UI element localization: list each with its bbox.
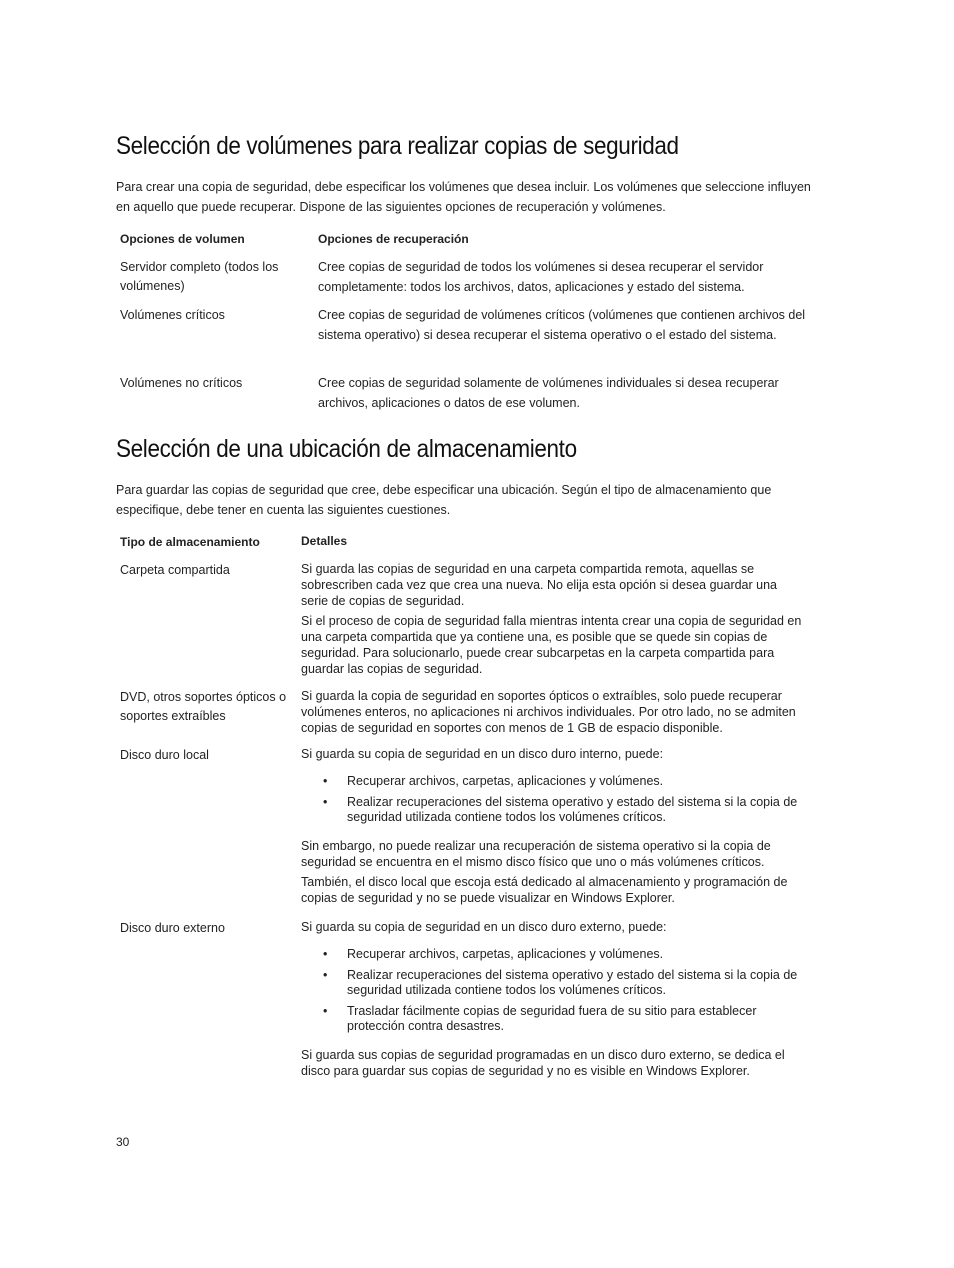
column-header-details: Detalles (301, 534, 348, 548)
column-header-volume-options: Opciones de volumen (120, 232, 245, 246)
storage-type-cell: Carpeta compartida (120, 563, 230, 577)
page-number: 30 (116, 1135, 130, 1149)
section-title-storage: Selección de una ubicación de almacenamiento (116, 435, 577, 463)
list-item: • Trasladar fácilmente copias de seguridad fuera de su sitio para establecer protección contra desastres. (323, 1003, 757, 1033)
bullet-list (301, 947, 807, 1035)
storage-type-cell: DVD, otros soportes ópticos o soportes extraíbles (120, 690, 287, 723)
list-item: • Recuperar archivos, carpetas, aplicaciones y volúmenes. (323, 774, 664, 788)
details-cell (301, 919, 807, 1083)
storage-type-cell: Disco duro externo (120, 921, 225, 935)
details-paragraph: Sin embargo, no puede realizar una recuperación de sistema operativo si la copia de seguridad se encuentra en el mismo disco físico que uno o más volúmenes críticos. (301, 838, 771, 869)
details-cell (301, 688, 807, 740)
details-paragraph: Si guarda sus copias de seguridad programadas en un disco duro externo, se dedica el disco para guardar sus copias de seguridad y no es visible en Windows Explorer. (301, 1047, 785, 1078)
list-item: • Realizar recuperaciones del sistema operativo y estado del sistema si la copia de seguridad utilizada contiene todos los volúmenes críticos. (323, 794, 798, 824)
details-lead: Si guarda su copia de seguridad en un disco duro interno, puede: (301, 747, 664, 761)
section-intro-volumes: Para crear una copia de seguridad, debe especificar los volúmenes que desea incluir. Los volúmenes que seleccione influyen en aquello que puede recuperar. Dispone de las siguientes opciones de recuperación y volúmenes. (116, 180, 811, 214)
volume-option-cell: Servidor completo (todos los volúmenes) (120, 260, 279, 293)
bullet-icon: • (323, 1003, 328, 1018)
section-intro-storage: Para guardar las copias de seguridad que cree, debe especificar una ubicación. Según el tipo de almacenamiento que especifique, debe tener en cuenta las siguientes cuestiones. (116, 483, 772, 517)
column-header-recovery-options: Opciones de recuperación (318, 232, 469, 246)
recovery-option-cell: Cree copias de seguridad de volúmenes críticos (volúmenes que contienen archivos del sistema operativo) si desea recuperar el sistema operativo o el estado del sistema. (318, 308, 806, 342)
details-lead: Si guarda su copia de seguridad en un disco duro externo, puede: (301, 920, 667, 934)
column-header-storage-type: Tipo de almacenamiento (120, 535, 260, 549)
section-title-volumes: Selección de volúmenes para realizar copias de seguridad (116, 132, 679, 160)
volume-option-cell: Volúmenes no críticos (120, 376, 243, 390)
recovery-option-cell: Cree copias de seguridad solamente de volúmenes individuales si desea recuperar archivos, aplicaciones o datos de ese volumen. (318, 376, 779, 410)
details-cell (301, 746, 807, 910)
storage-type-cell: Disco duro local (120, 748, 209, 762)
details-paragraph: Si guarda la copia de seguridad en soportes ópticos o extraíbles, solo puede recuperar volúmenes enteros, no aplicaciones ni archivos individuales. Por otro lado, no se admiten copias de seguridad en soportes con menos de 1 GB de espacio disponible. (301, 689, 796, 735)
volume-option-cell: Volúmenes críticos (120, 308, 225, 322)
details-cell (301, 561, 807, 681)
list-item: • Recuperar archivos, carpetas, aplicaciones y volúmenes. (323, 947, 664, 961)
bullet-icon: • (323, 774, 328, 788)
recovery-option-cell: Cree copias de seguridad de todos los volúmenes si desea recuperar el servidor completamente: todos los archivos, datos, aplicaciones y estado del sistema. (318, 260, 764, 294)
list-item: • Realizar recuperaciones del sistema operativo y estado del sistema si la copia de seguridad utilizada contiene todos los volúmenes críticos. (323, 967, 798, 997)
bullet-icon: • (323, 947, 328, 961)
bullet-icon: • (323, 967, 328, 982)
details-paragraph: Si guarda las copias de seguridad en una carpeta compartida remota, aquellas se sobrescriben cada vez que crea una nueva. No elija esta opción si desea guardar una serie de copias de seguridad. (301, 562, 778, 608)
bullet-list (301, 774, 807, 826)
details-paragraph: También, el disco local que escoja está dedicado al almacenamiento y programación de copias de seguridad y no se puede visualizar en Windows Explorer. (301, 874, 788, 905)
details-paragraph: Si el proceso de copia de seguridad falla mientras intenta crear una copia de seguridad en una carpeta compartida que ya contiene una, es posible que se quede sin copias de seguridad. Para solucionarlo, puede crear subcarpetas en la carpeta compartida para guardar las copias de seguridad. (301, 614, 802, 676)
bullet-icon: • (323, 794, 328, 809)
